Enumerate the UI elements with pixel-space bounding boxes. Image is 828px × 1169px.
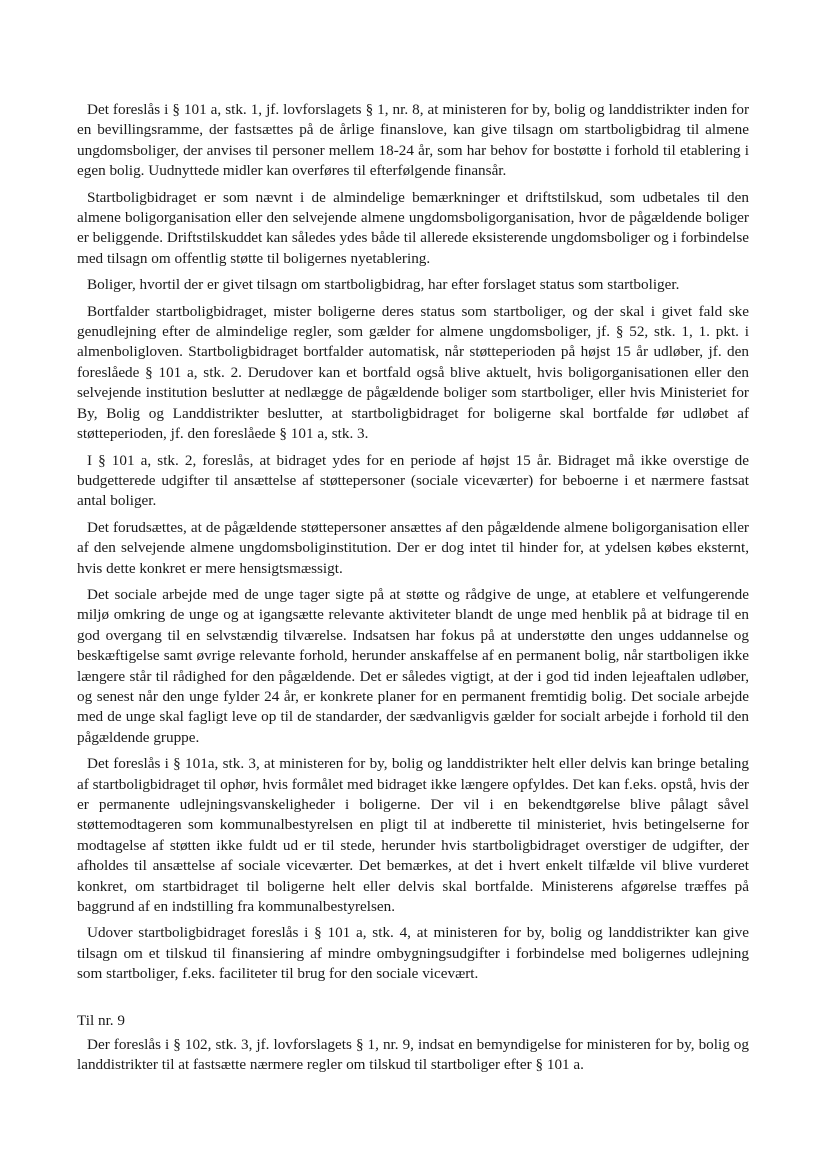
paragraph-101a-stk3: Det foreslås i § 101a, stk. 3, at ministeren for by, bolig og landdistrikter helt eller delvis kan bringe betaling af startboligbidraget til ophør, hvis formålet med bidraget ikke længere opfyldes. Det kan f.eks. opstå, hvis der er permanente udlejningsvanskeligheder i boligerne. Der vil i en bekendtgørelse blive pålagt såvel støttemodtageren som kommunalbestyrelsen en pligt til at indberette til ministeriet, hvis betingelserne for modtagelse af støtten ikke fuldt ud er til stede, herunder hvis startboligbidraget overstiger de udgifter, der afholdes til ansættelse af sociale viceværter. Det bemærkes, at det i hvert enkelt tilfælde vil blive vurderet konkret, om startbidraget til boligerne helt eller delvis skal bortfalde. Ministerens afgørelse træffes på baggrund af en indstilling fra kommunalbestyrelsen. (77, 755, 749, 916)
paragraph-socialt-arbejde: Det sociale arbejde med de unge tager sigte på at støtte og rådgive de unge, at etablere et velfungerende miljø omkring de unge og at igangsætte relevante aktiviteter blandt de unge med henblik på at bidrage til en god overgang til en selvstændig tilværelse. Indsatsen har fokus på at understøtte den unges uddannelse og beskæftigelse samt øvrige relevante forhold, herunder anskaffelse af en permanent bolig, når startboligen ikke længere står til rådighed for den pågældende. Det er således vigtigt, at der i god tid inden lejeaftalen udløber, og senest når den unge fylder 24 år, er konkrete planer for en permanent fremtidig bolig. Det sociale arbejde med de unge skal fagligt leve op til de standarder, der sædvanligvis gælder for socialt arbejde i forhold til den pågældende gruppe. (77, 585, 749, 746)
paragraph-driftstilskud: Startboligbidraget er som nævnt i de almindelige bemærkninger et driftstilskud, som udbetales til den almene boligorganisation eller den selvejende almene ungdomsboligorganisation, hvor de pågældende boliger er beliggende. Driftstilskuddet kan således ydes både til allerede eksisterende ungdomsboliger og i forbindelse med tilsagn om offentlig støtte til boligernes nyetablering. (77, 188, 749, 267)
paragraph-101a-stk4: Udover startboligbidraget foreslås i § 101 a, stk. 4, at ministeren for by, bolig og landdistrikter kan give tilsagn om et tilskud til finansiering af mindre ombygningsudgifter i forbindelse med boligernes udlejning som startboliger, f.eks. faciliteter til brug for den sociale vicevært. (77, 924, 749, 983)
paragraph-stoettepersoner: Det forudsættes, at de pågældende støttepersoner ansættes af den pågældende almene boligorganisation eller af den selvejende almene ungdomsboliginstitution. Der er dog intet til hinder for, at ydelsen købes eksternt, hvis dette konkret er mere hensigtsmæssigt. (77, 518, 749, 577)
section-heading: Til nr. 9 (77, 1011, 125, 1029)
paragraph-101a-stk2: I § 101 a, stk. 2, foreslås, at bidraget ydes for en periode af højst 15 år. Bidraget må ikke overstige de budgetterede udgifter til ansættelse af støttepersoner (sociale viceværter) for beboerne i et nærmere fastsat antal boliger. (77, 451, 749, 510)
paragraph-102-stk3: Der foreslås i § 102, stk. 3, jf. lovforslagets § 1, nr. 9, indsat en bemyndigelse for ministeren for by, bolig og landdistrikter til at fastsætte nærmere regler om tilskud til startboliger efter § 101 a. (77, 1036, 749, 1074)
paragraph-bortfald: Bortfalder startboligbidraget, mister boligerne deres status som startboliger, og der skal i givet fald ske genudlejning efter de almindelige regler, som gælder for almene ungdomsboliger, jf. § 52, stk. 1, 1. pkt. i almenboligloven. Startboligbidraget bortfalder automatisk, når støtteperioden på højst 15 år udløber, jf. den foreslåede § 101 a, stk. 2. Derudover kan et bortfald også blive aktuelt, hvis boligorganisationen eller den selvejende institution beslutter at nedlægge de pågældende boliger som startboliger, eller hvis Ministeriet for By, Bolig og Landdistrikter beslutter, at startboligbidraget for boligerne skal bortfalde før udløbet af støtteperioden, jf. den foreslåede § 101 a, stk. 3. (77, 302, 749, 443)
document-page (77, 100, 749, 1082)
paragraph-101a-stk1: Det foreslås i § 101 a, stk. 1, jf. lovforslagets § 1, nr. 8, at ministeren for by, bolig og landdistrikter inden for en bevillingsramme, der fastsættes på de årlige finanslove, kan give tilsagn om startboligbidrag til almene ungdomsboliger, der anvises til personer mellem 18-24 år, som har behov for bostøtte i forhold til etablering i egen bolig. Uudnyttede midler kan overføres til efterfølgende finansår. (77, 101, 749, 180)
paragraph-status-startboliger: Boliger, hvortil der er givet tilsagn om startboligbidrag, har efter forslaget status som startboliger. (87, 276, 680, 294)
